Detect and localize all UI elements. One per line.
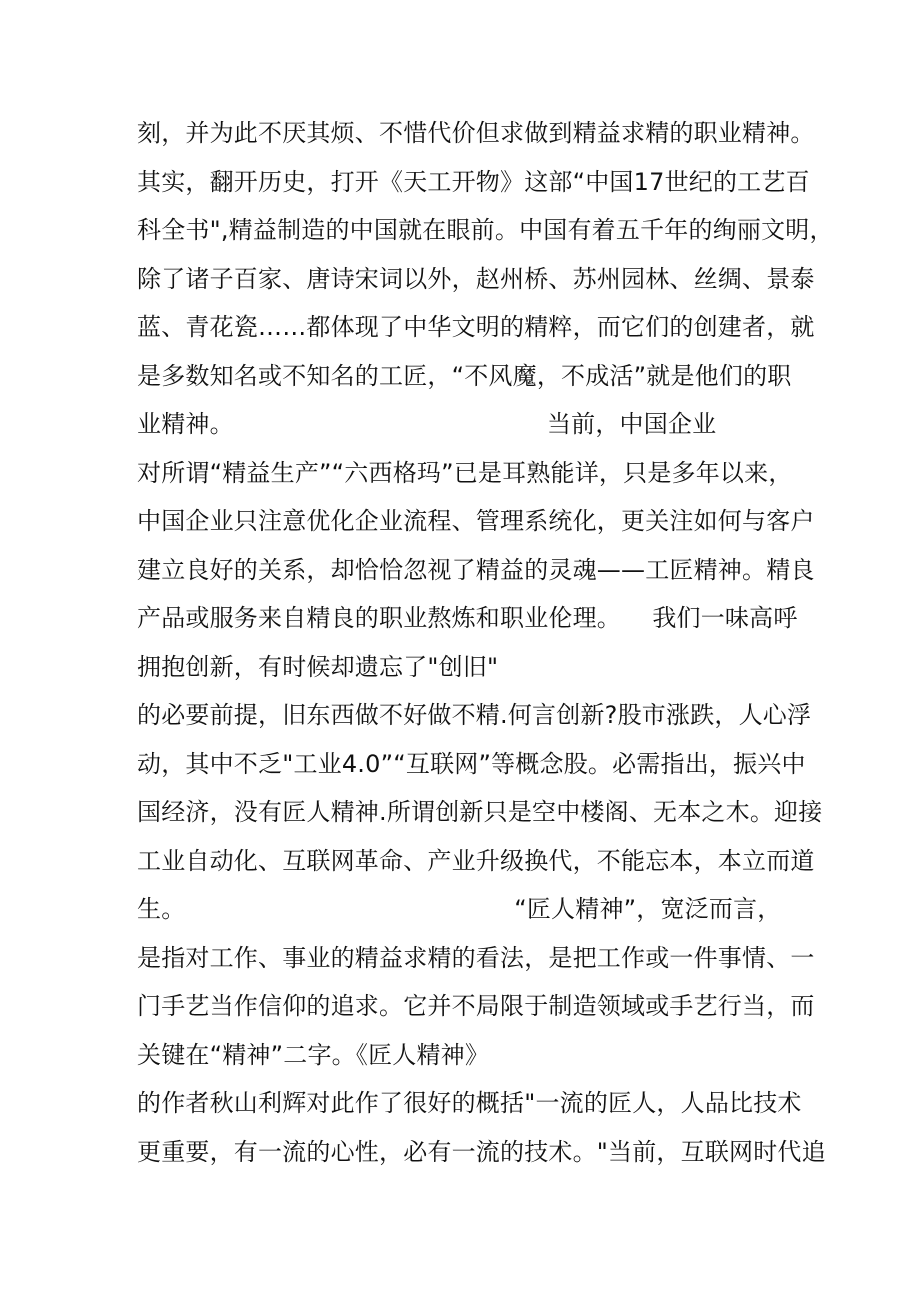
text-line: 的作者秋山利辉对此作了很好的概括"一流的匠人，人品比技术 (137, 1089, 802, 1117)
text-line: 关键在“精神”二字。《匠人精神》 (137, 1040, 490, 1069)
text-line: 更重要，有一流的心性，必有一流的技术。"当前，互联网时代追 (137, 1137, 826, 1166)
text-line: 生。 “匠人精神”，宽泛而言， (137, 895, 782, 923)
text-line: 科全书",精益制造的中国就在眼前。中国有着五千年的绚丽文明， (137, 216, 834, 244)
article-body (137, 109, 834, 1176)
text-line: 建立良好的关系，却恰恰忽视了精益的灵魂——工匠精神。精良 (137, 555, 815, 584)
text-line: 中国企业只注意优化企业流程、管理系统化，更关注如何与客户 (137, 507, 815, 535)
text-line: 拥抱创新，有时候却遗忘了"创旧" (137, 652, 499, 681)
text-line: 是多数知名或不知名的工匠，“不风魔，不成活”就是他们的职 (137, 361, 792, 390)
text-line: 动，其中不乏"工业4.0”“互联网”等概念股。必需指出，振兴中 (137, 749, 806, 778)
text-line: 门手艺当作信仰的追求。它并不局限于制造领域或手艺行当，而 (137, 992, 815, 1020)
text-line: 蓝、青花瓷……都体现了中华文明的精粹，而它们的创建者，就 (137, 313, 815, 341)
text-line: 除了诸子百家、唐诗宋词以外，赵州桥、苏州园林、丝绸、景泰 (137, 264, 815, 293)
text-line: 其实，翻开历史，打开《天工开物》这部“中国17世纪的工艺百 (137, 167, 810, 196)
text-line: 国经济，没有匠人精神.所谓创新只是空中楼阁、无本之木。迎接 (137, 798, 823, 826)
text-line: 工业自动化、互联网革命、产业升级换代，不能忘本，本立而道 (137, 846, 815, 875)
text-line: 的必要前提，旧东西做不好做不精.何言创新?股市涨跌，人心浮 (137, 701, 812, 729)
text-line: 业精神。 当前，中国企业 (137, 410, 717, 438)
text-line: 是指对工作、事业的精益求精的看法，是把工作或一件事情、一 (137, 943, 815, 972)
text-line: 刻，并为此不厌其烦、不惜代价但求做到精益求精的职业精神。 (137, 119, 815, 147)
text-line: 对所谓“精益生产”“六西格玛”已是耳熟能详，只是多年以来， (137, 458, 793, 487)
text-line: 产品或服务来自精良的职业熬炼和职业伦理。 我们一味高呼 (137, 604, 798, 632)
